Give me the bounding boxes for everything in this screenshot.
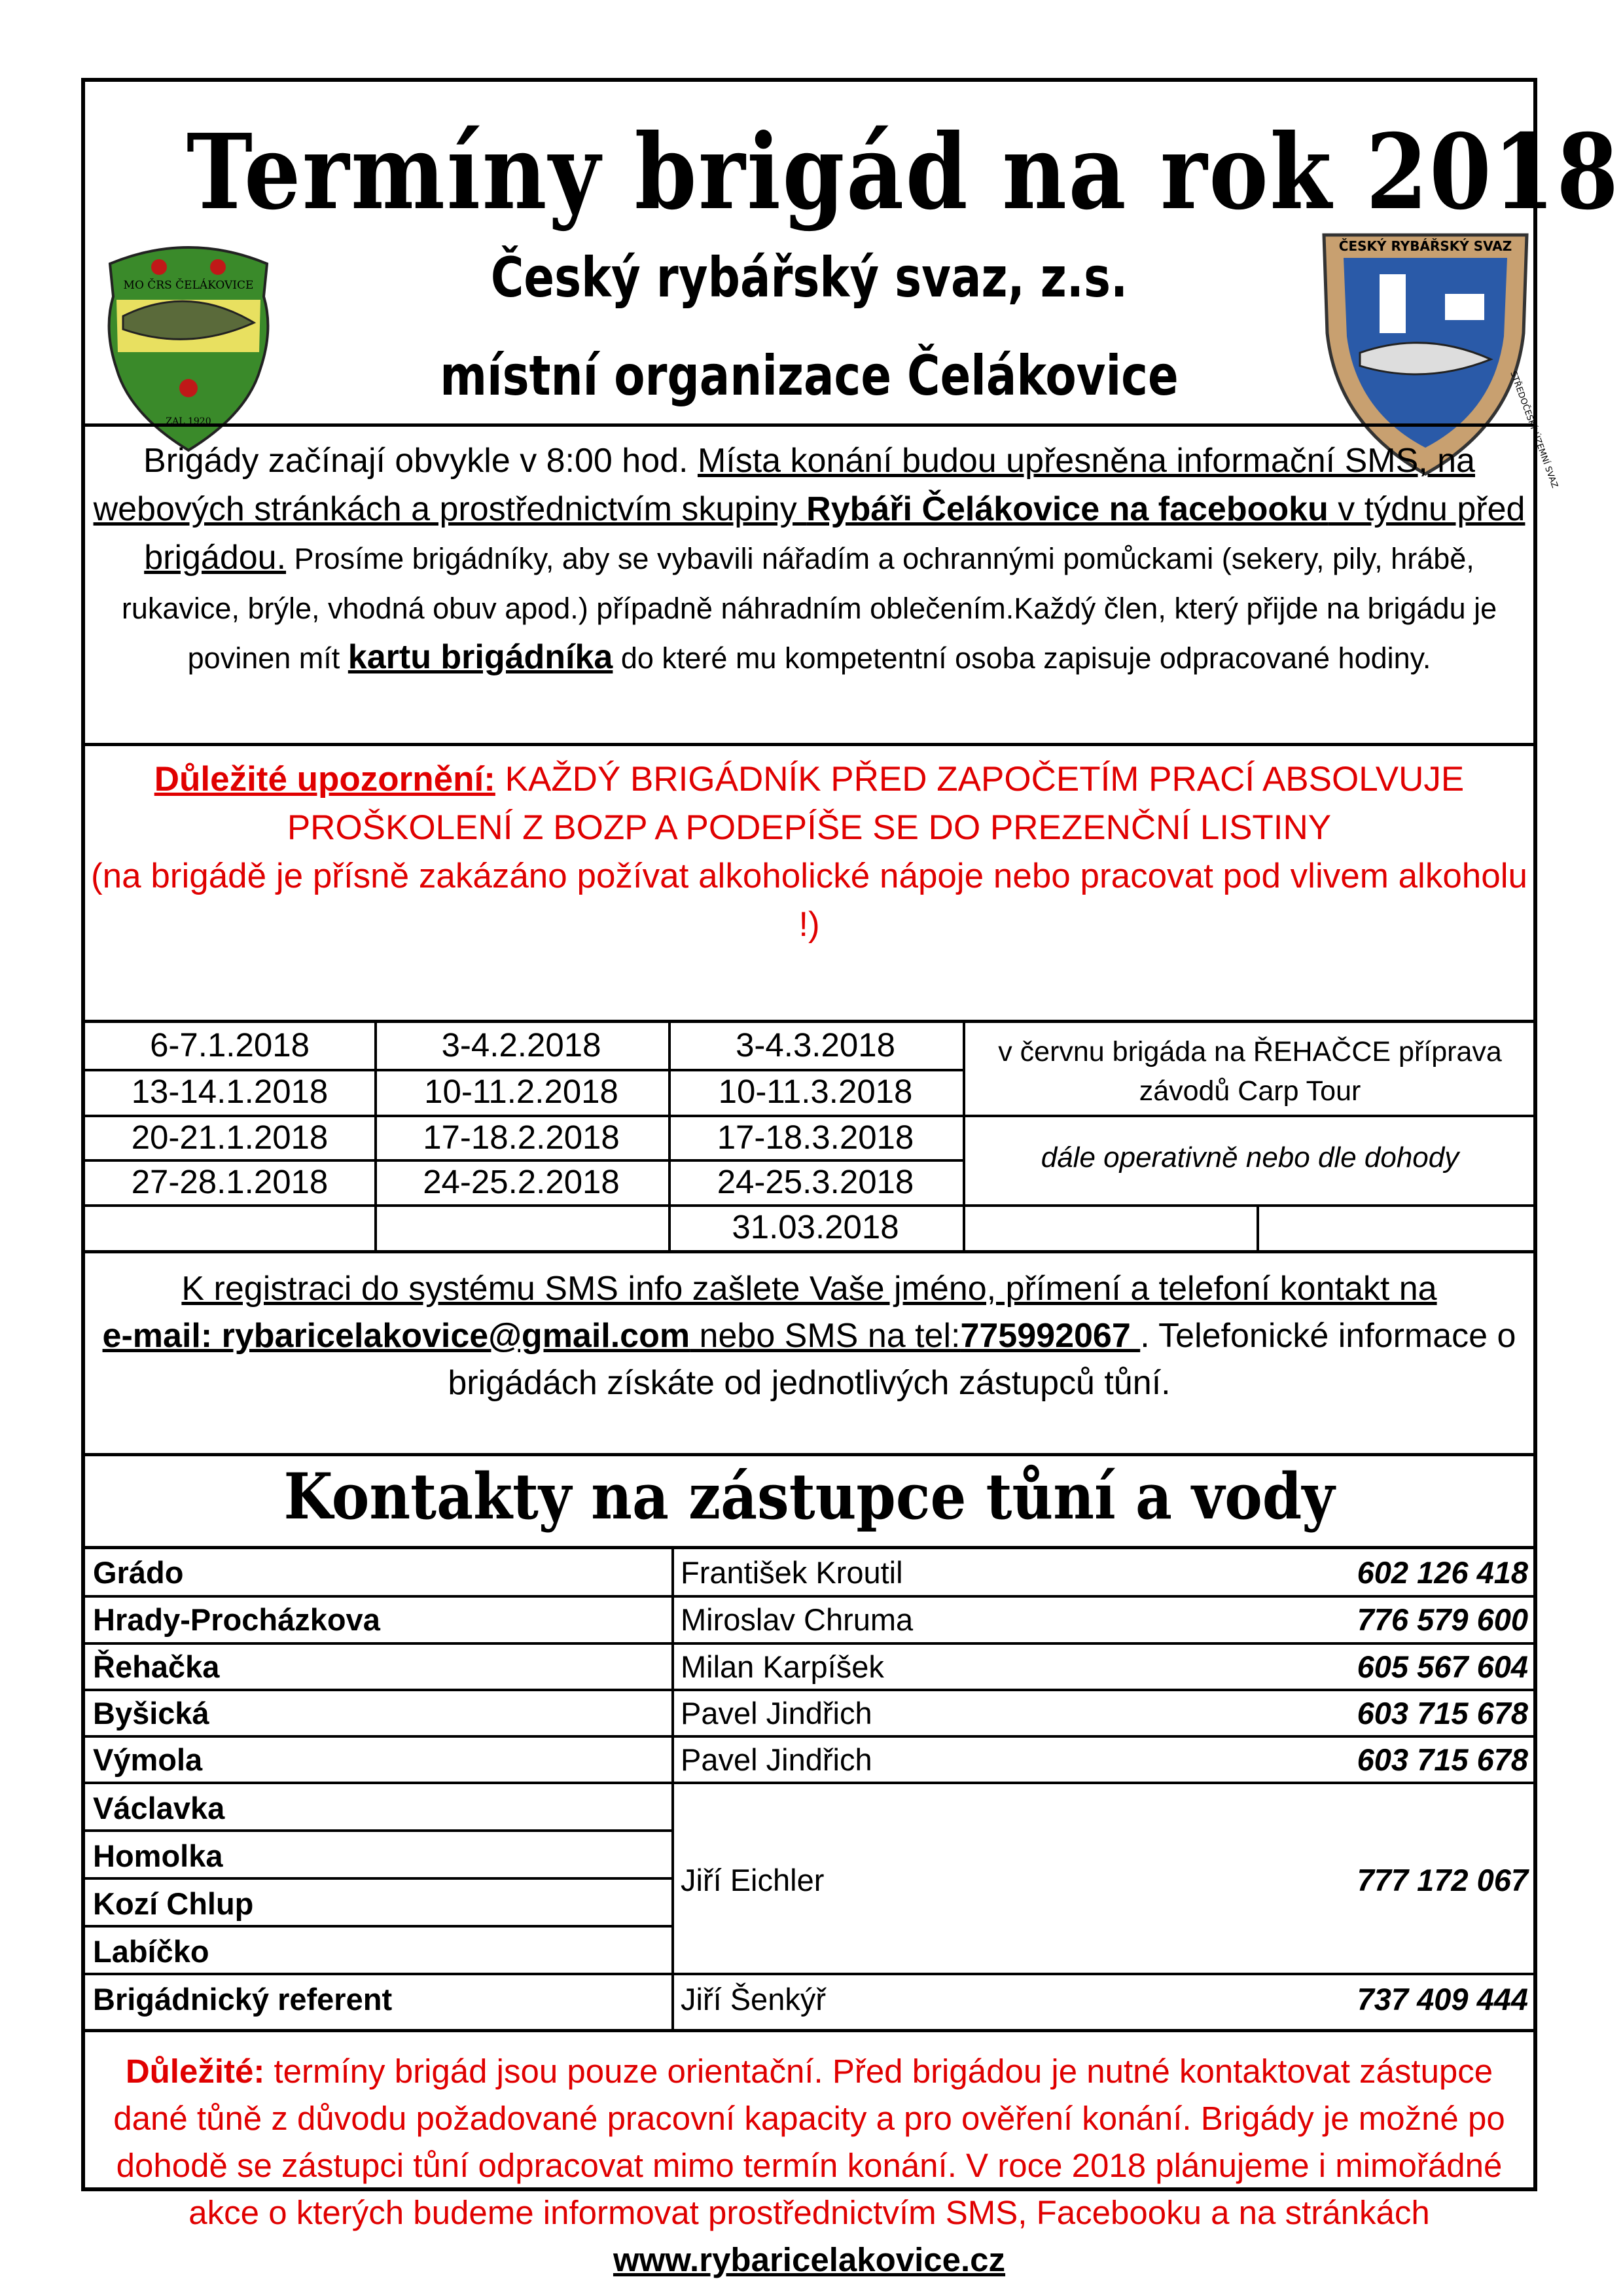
date-cell: 20-21.1.2018 (131, 1119, 329, 1156)
org-branch: místní organizace Čelákovice (440, 344, 1179, 408)
info-location-notice: Místa konání budou upřesněna informační SMS, na webových stránkách a prostřednictvím skupiny (93, 442, 1475, 528)
contact-place: Byšická (93, 1696, 209, 1731)
date-cell: 27-28.1.2018 (131, 1163, 329, 1200)
later-note: dále operativně nebo dle dohody (1041, 1141, 1459, 1174)
contact-place: Brigádnický referent (93, 1982, 393, 2017)
mo-crs-celakovice-logo (97, 238, 280, 454)
contact-person: Miroslav Chruma (681, 1602, 914, 1637)
note-text: termíny brigád jsou pouze orientační. Před brigádou je nutné kontaktovat zástupce dané tůně z důvodu požadované pracovní kapacity a pro ověření konání. Brigády je možné po dohodě se zástupci tůní odpracovat mimo termín konání. V roce 2018 plánujeme i mimořádné akce o kterých budeme informovat prostřednictvím SMS, Facebooku a na stránkách (113, 2053, 1505, 2231)
contact-place: Grádo (93, 1555, 184, 1590)
contact-place: Kozí Chlup (93, 1886, 254, 1921)
contact-phone[interactable]: 777 172 067 (1357, 1863, 1528, 1897)
info-card-text: do které mu kompetentní osoba zapisuje odpracované hodiny. (613, 641, 1431, 675)
contacts-title: Kontakty na zástupce tůní a vody (283, 1460, 1335, 1534)
date-cell: 10-11.3.2018 (718, 1073, 913, 1110)
warning-alcohol-note: (na brigádě je přísně zakázáno požívat alkoholické nápoje nebo pracovat pod vlivem alkoholu !) (91, 857, 1527, 944)
contact-place: Labíčko (93, 1934, 209, 1969)
contact-phone[interactable]: 603 715 678 (1357, 1696, 1528, 1731)
important-note (85, 2032, 1533, 2278)
logo-left-top-text: MO ČRS ČELÁKOVICE (123, 279, 254, 292)
dates-table (85, 1023, 1533, 1250)
date-cell: 24-25.3.2018 (717, 1163, 914, 1200)
logo-left-bottom-text: ZAL 1920 (166, 416, 211, 427)
date-cell: 10-11.2.2018 (424, 1073, 618, 1110)
date-cell: 24-25.2.2018 (423, 1163, 620, 1200)
info-week-before: v týdnu před brigádou. (144, 490, 1525, 577)
contact-place: Hrady-Procházkova (93, 1602, 380, 1637)
june-note: v červnu brigáda na ŘEHAČCE příprava závodů Carp Tour (998, 1036, 1502, 1107)
contact-person: Pavel Jindřich (681, 1696, 872, 1731)
contact-person: Pavel Jindřich (681, 1742, 872, 1777)
registration-sms-text: nebo SMS na tel: (690, 1317, 961, 1355)
contact-phone[interactable]: 602 126 418 (1357, 1555, 1528, 1590)
date-cell: 3-4.3.2018 (736, 1026, 895, 1064)
contact-phone[interactable]: 605 567 604 (1357, 1649, 1528, 1684)
poster-frame (81, 78, 1620, 2278)
logo-right-side-text: STŘEDOČESKÝ ÚZEMNÍ SVAZ (1508, 370, 1560, 490)
warning-label: Důležité upozornění: (154, 760, 495, 798)
registration-section (85, 1253, 1533, 1453)
info-card-name: kartu brigádníka (348, 638, 613, 676)
contact-place: Výmola (93, 1742, 203, 1777)
registration-email[interactable]: e-mail: rybaricelakovice@gmail.com (102, 1317, 690, 1355)
warning-section (85, 746, 1533, 1019)
contact-person: Milan Karpíšek (681, 1649, 884, 1684)
date-cell: 6-7.1.2018 (150, 1026, 310, 1064)
contact-person: Jiří Eichler (681, 1863, 825, 1897)
registration-phone[interactable]: 775992067 (960, 1317, 1141, 1355)
org-name: Český rybářský svaz, z.s. (490, 245, 1128, 310)
date-cell: 3-4.2.2018 (441, 1026, 601, 1064)
contact-person: Jiří Šenkýř (681, 1982, 826, 2017)
info-equipment: Prosíme brigádníky, aby se vybavili nářadím a ochrannými pomůckami (sekery, pily, hrábě, rukavice, brýle, vhodná obuv apod.) případně náhradním oblečením.Každý člen, který přijde na brigádu je povinen mít (121, 542, 1497, 675)
registration-text: K registraci do systému SMS info zašlete Vaše jméno, přímení a telefoní kontakt na (181, 1270, 1437, 1308)
date-cell: 13-14.1.2018 (131, 1073, 329, 1110)
date-cell: 31.03.2018 (732, 1208, 899, 1246)
logo-right-top-text: ČESKÝ RYBÁŘSKÝ SVAZ (1338, 238, 1512, 254)
note-label: Důležité: (125, 2053, 265, 2090)
page-title: Termíny brigád na rok 2018 (186, 112, 1620, 233)
contacts-table (85, 1548, 1533, 2029)
contact-place: Václavka (93, 1791, 225, 1825)
date-cell: 17-18.2.2018 (423, 1119, 620, 1156)
contact-place: Homolka (93, 1839, 223, 1873)
registration-info-text: . Telefonické informace o brigádách získáte od jednotlivých zástupců tůní. (448, 1317, 1516, 1402)
date-cell: 17-18.3.2018 (717, 1119, 914, 1156)
info-section (85, 429, 1533, 743)
divider (85, 1453, 1533, 1456)
facebook-group-link[interactable]: Rybáři Čelákovice na facebooku (806, 490, 1329, 528)
warning-text: KAŽDÝ BRIGÁDNÍK PŘED ZAPOČETÍM PRACÍ ABSOLVUJE PROŠKOLENÍ Z BOZP A PODEPÍŠE SE DO PREZENČNÍ LISTINY (287, 760, 1465, 847)
contact-phone[interactable]: 737 409 444 (1357, 1982, 1528, 2017)
contact-phone[interactable]: 603 715 678 (1357, 1742, 1528, 1777)
contact-phone[interactable]: 776 579 600 (1357, 1602, 1528, 1637)
contact-place: Řehačka (93, 1649, 220, 1684)
divider (85, 423, 1533, 427)
info-start-time: Brigády začínají obvykle v 8:00 hod. (143, 442, 698, 480)
contact-person: František Kroutil (681, 1555, 903, 1590)
website-link[interactable]: www.rybaricelakovice.cz (613, 2241, 1006, 2278)
